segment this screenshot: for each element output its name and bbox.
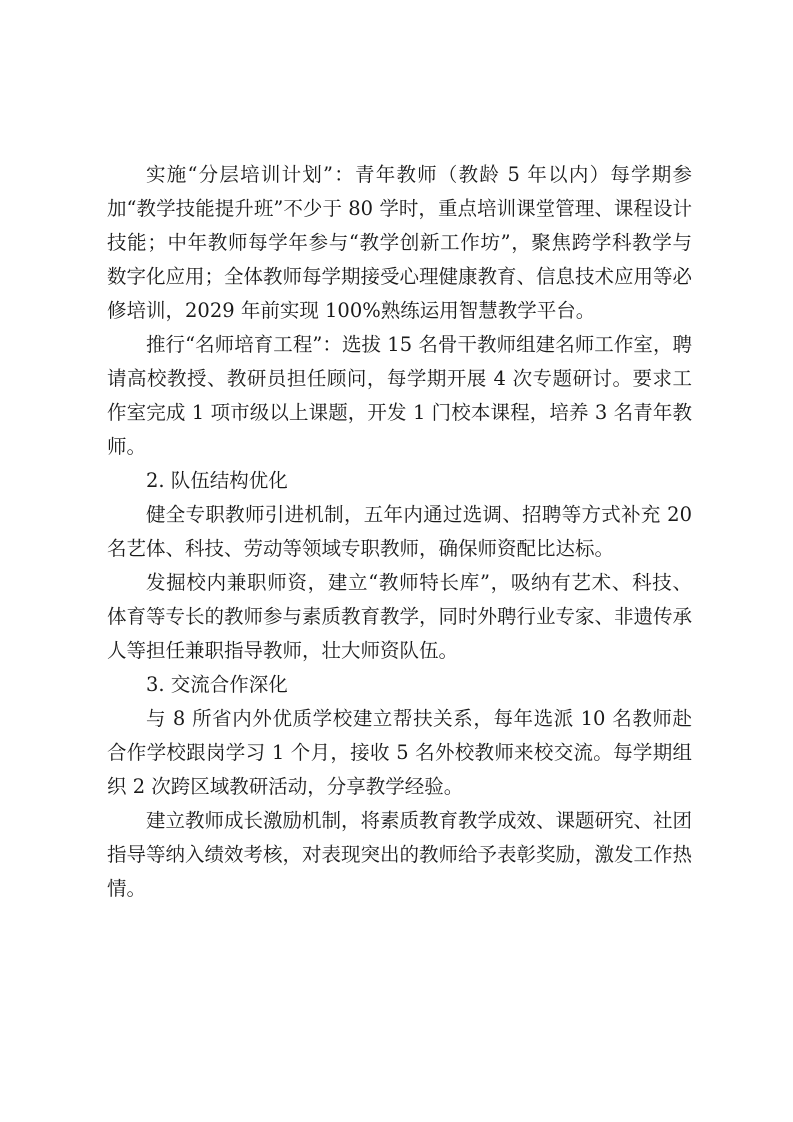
paragraph-parttime-staff: 发掘校内兼职师资，建立“教师特长库”，吸纳有艺术、科技、体育等专长的教师参与素质教育教学，同时外聘行业专家、非遗传承人等担任兼职指导教师，壮大师资队伍。 (107, 571, 693, 662)
section-heading-structure: 2. 队伍结构优化 (146, 469, 288, 492)
paragraph-famous-teacher-project: 推行“名师培育工程”：选拔 15 名骨干教师组建名师工作室，聘请高校教授、教研员担任顾问，每学期开展 4 次专题研讨。要求工作室完成 1 项市级以上课题，开发 1 门校本课程，培养 3 名青年教师。 (107, 333, 692, 458)
paragraph-partner-schools: 与 8 所省内外优质学校建立帮扶关系，每年选派 10 名教师赴合作学校跟岗学习 1 个月，接收 5 名外校教师来校交流。每学期组织 2 次跨区域教研活动，分享教学经验。 (107, 707, 692, 798)
section-heading-exchange: 3. 交流合作深化 (146, 673, 288, 696)
paragraph-incentive-mechanism: 建立教师成长激励机制，将素质教育教学成效、课题研究、社团指导等纳入绩效考核，对表现突出的教师给予表彰奖励，激发工作热情。 (107, 809, 693, 900)
paragraph-layered-training: 实施“分层培训计划”：青年教师（教龄 5 年以内）每学期参加“教学技能提升班”不少于 80 学时，重点培训课堂管理、课程设计技能；中年教师每学年参与“教学创新工作坊”，聚焦跨学科教学与数字化应用；全体教师每学期接受心理健康教育、信息技术应用等必修培训，2029 年前实现 100%熟练运用智慧教学平台。 (107, 163, 693, 322)
body-text (107, 158, 692, 906)
paragraph-fulltime-recruitment: 健全专职教师引进机制，五年内通过选调、招聘等方式补充 20 名艺体、科技、劳动等领域专职教师，确保师资配比达标。 (107, 503, 692, 560)
